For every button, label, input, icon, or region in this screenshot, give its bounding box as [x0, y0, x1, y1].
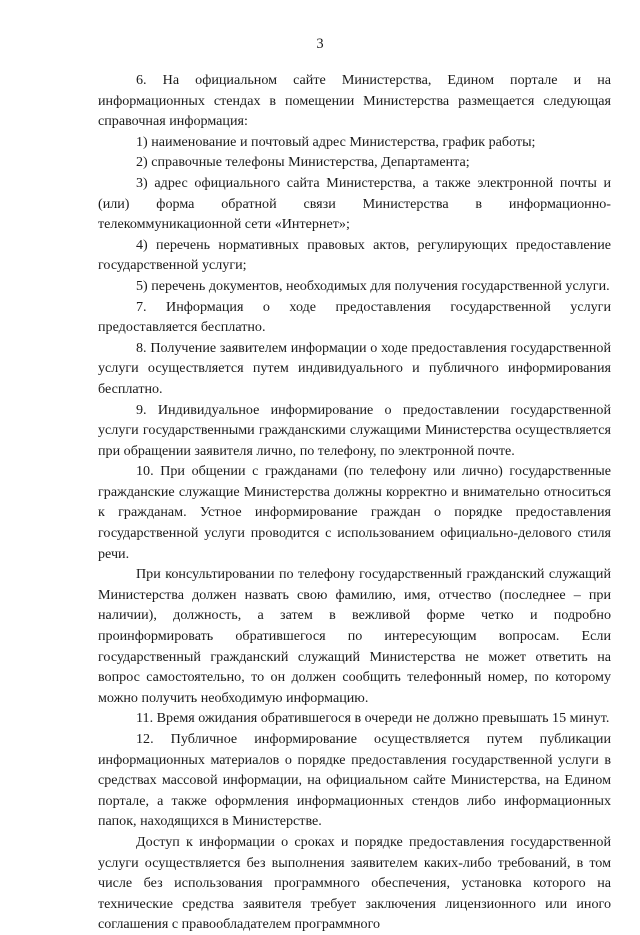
- paragraph-phone-consulting: При консультировании по телефону государственный гражданский служащий Министерства должен назвать свою фамилию, имя, отчество (последнее – при наличии), должность, а затем в вежливой форме четко и подробно проинформировать обратившегося по интересующим вопросам. Если государственный гражданский служащий Министерства не может ответить на вопрос самостоятельно, то он должен сообщить телефонный номер, по которому можно получить необходимую информацию.: [98, 566, 611, 706]
- paragraph-8: 8. Получение заявителем информации о ходе предоставления государственной услуги осуществляется путем индивидуального и публичного информирования бесплатно.: [98, 339, 611, 397]
- paragraph-9: 9. Индивидуальное информирование о предоставлении государственной услуги государственными гражданскими служащими Министерства осуществляется при обращении заявителя лично, по телефону, по электронной почте.: [98, 401, 611, 459]
- list-item-1: 1) наименование и почтовый адрес Министерства, график работы;: [136, 133, 536, 150]
- paragraph-11: 11. Время ожидания обратившегося в очереди не должно превышать 15 минут.: [136, 710, 610, 727]
- paragraph-6: 6. На официальном сайте Министерства, Едином портале и на информационных стендах в помещении Министерства размещается следующая справочная информация:: [98, 72, 611, 130]
- list-item-3: 3) адрес официального сайта Министерства, а также электронной почты и (или) форма обратной связи Министерства в информационно-телекоммуникационной сети «Интернет»;: [98, 174, 611, 233]
- paragraph-12: 12. Публичное информирование осуществляется путем публикации информационных материалов о порядке предоставления государственной услуги в средствах массовой информации, на официальном сайте Министерства, на Едином портале, а также оформления информационных стендов либо информационных папок, находящихся в Министерстве.: [98, 731, 611, 830]
- document-body: [98, 70, 611, 935]
- list-item-5: 5) перечень документов, необходимых для получения государственной услуги.: [136, 277, 610, 294]
- list-item-2: 2) справочные телефоны Министерства, Департамента;: [136, 154, 470, 171]
- paragraph-access: Доступ к информации о сроках и порядке предоставления государственной услуги осуществляется без выполнения заявителем каких-либо требований, в том числе без использования программного обеспечения, установка которого на технические средства заявителя требует заключения лицензионного или иного соглашения с правообладателем программного: [98, 833, 611, 933]
- page-number: 3: [316, 36, 324, 52]
- paragraph-10: 10. При общении с гражданами (по телефону или лично) государственные гражданские служащие Министерства должны корректно и внимательно относиться к гражданам. Устное информирование граждан о порядке предоставления государственной услуги проводится с использованием официально-делового стиля речи.: [98, 463, 611, 562]
- list-item-4: 4) перечень нормативных правовых актов, регулирующих предоставление государственной услуги;: [98, 236, 611, 274]
- paragraph-7: 7. Информация о ходе предоставления государственной услуги предоставляется бесплатно.: [98, 298, 611, 336]
